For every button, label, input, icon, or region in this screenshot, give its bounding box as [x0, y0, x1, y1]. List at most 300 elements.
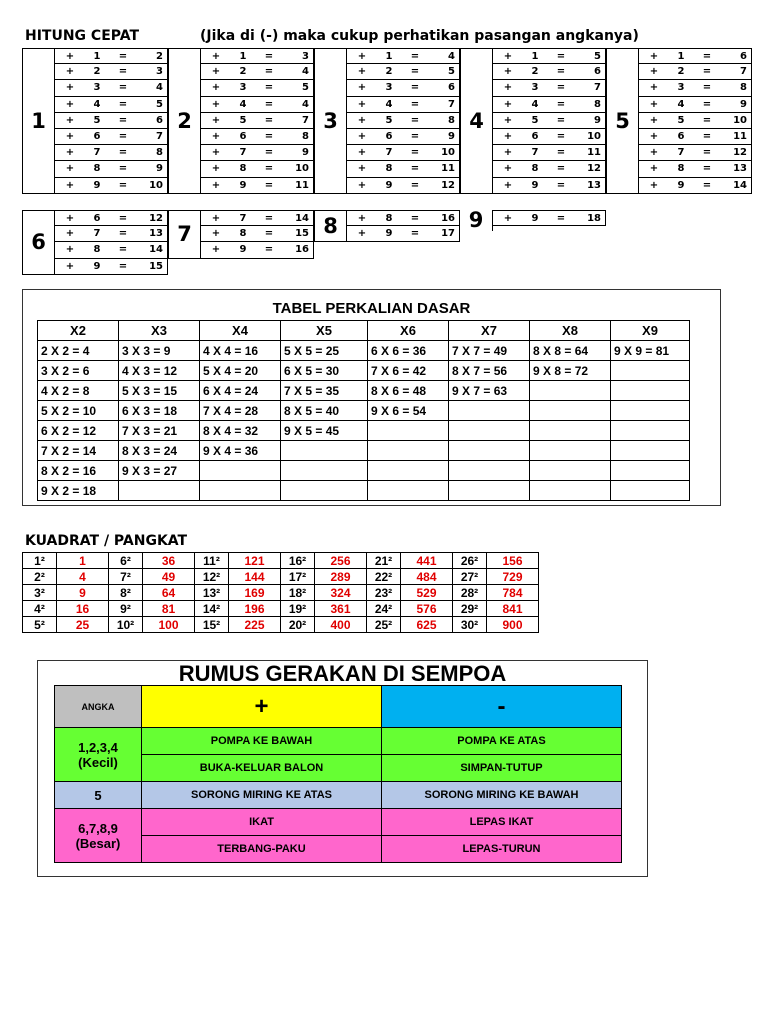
equals-sign: =: [264, 66, 274, 78]
square-value: 25: [57, 617, 109, 633]
equals-sign: =: [410, 114, 420, 126]
abacus-rules-table: [54, 685, 622, 863]
addend: 9: [93, 260, 101, 272]
sum: 8: [594, 98, 601, 110]
plus-sign: +: [649, 50, 659, 62]
addend: 1: [93, 50, 101, 62]
plus-sign: +: [357, 147, 367, 159]
equals-sign: =: [118, 114, 128, 126]
mult-cell: [449, 461, 530, 481]
sum: 14: [295, 212, 309, 224]
square-base: 2²: [23, 569, 57, 585]
table-row: [23, 569, 539, 585]
mult-cell: [368, 441, 449, 461]
addend: 9: [239, 179, 247, 191]
addend: 1: [239, 50, 247, 62]
sum: 7: [302, 114, 309, 126]
sum: 7: [448, 98, 455, 110]
equals-sign: =: [264, 212, 274, 224]
addend: 3: [239, 82, 247, 94]
sum: 5: [594, 50, 601, 62]
hitung-row: [493, 48, 606, 64]
equals-sign: =: [118, 260, 128, 272]
hitung-row: [55, 178, 168, 194]
plus-sign: +: [357, 66, 367, 78]
sum: 13: [733, 163, 747, 175]
hitung-group-6: [22, 210, 168, 275]
plus-sign: +: [503, 131, 513, 143]
equals-sign: =: [118, 131, 128, 143]
mult-cell: 3 X 2 = 6: [38, 361, 119, 381]
equals-sign: =: [702, 98, 712, 110]
mult-cell: 8 X 8 = 64: [530, 341, 611, 361]
hitung-row: [201, 129, 314, 145]
square-base: 29²: [453, 601, 487, 617]
hitung-rows: [492, 48, 606, 194]
plus-sign: +: [65, 82, 75, 94]
sum: 12: [587, 163, 601, 175]
addend: 9: [385, 179, 393, 191]
mult-cell: 9 X 4 = 36: [200, 441, 281, 461]
plus-sign: +: [211, 147, 221, 159]
mult-header-x3: X3: [119, 321, 200, 341]
hitung-cepat-subtitle: (Jika di (-) maka cukup perhatikan pasangan angkanya): [200, 28, 639, 44]
plus-sign: +: [211, 179, 221, 191]
equals-sign: =: [556, 66, 566, 78]
square-base: 9²: [109, 601, 143, 617]
square-base: 3²: [23, 585, 57, 601]
mult-header-x7: X7: [449, 321, 530, 341]
mult-cell: 6 X 6 = 36: [368, 341, 449, 361]
hitung-row: [493, 210, 606, 226]
addend: 3: [677, 82, 685, 94]
table-row: [38, 361, 690, 381]
hitung-row: [347, 129, 460, 145]
square-value: 784: [487, 585, 539, 601]
abacus-rules-title: RUMUS GERAKAN DI SEMPOA: [178, 661, 507, 686]
mult-cell: 7 X 3 = 21: [119, 421, 200, 441]
mult-cell: [119, 481, 200, 501]
mult-cell: [368, 421, 449, 441]
sum: 5: [448, 66, 455, 78]
square-base: 27²: [453, 569, 487, 585]
addend: 8: [239, 163, 247, 175]
addend: 1: [385, 50, 393, 62]
addend: 8: [93, 163, 101, 175]
plus-sign: +: [65, 163, 75, 175]
sum: 11: [587, 147, 601, 159]
sum: 12: [149, 212, 163, 224]
square-base: 1²: [23, 553, 57, 569]
mult-header-x8: X8: [530, 321, 611, 341]
hitung-row: [55, 80, 168, 96]
plus-sign: +: [65, 50, 75, 62]
hitung-group-number: 2: [168, 48, 200, 194]
sum: 8: [156, 147, 163, 159]
mult-cell: [530, 481, 611, 501]
plus-sign: +: [65, 260, 75, 272]
multiplication-table-box: [22, 289, 721, 506]
plus-sign: +: [357, 114, 367, 126]
hitung-row: [201, 64, 314, 80]
square-base: 15²: [195, 617, 229, 633]
mult-cell: 7 X 2 = 14: [38, 441, 119, 461]
addend: 1: [677, 50, 685, 62]
plus-sign: +: [65, 114, 75, 126]
table-row: [23, 553, 539, 569]
addend: 4: [239, 98, 247, 110]
table-row: [23, 617, 539, 633]
square-value: 576: [401, 601, 453, 617]
square-base: 28²: [453, 585, 487, 601]
mult-cell: 3 X 3 = 9: [119, 341, 200, 361]
hitung-rows: [346, 48, 460, 194]
square-value: 36: [143, 553, 195, 569]
sum: 2: [156, 50, 163, 62]
multiplication-table-header: [38, 321, 690, 341]
table-row: [38, 421, 690, 441]
plus-sign: +: [503, 163, 513, 175]
plus-sign: +: [649, 163, 659, 175]
plus-sign: +: [357, 82, 367, 94]
addend: 6: [677, 131, 685, 143]
mult-cell: 5 X 3 = 15: [119, 381, 200, 401]
square-value: 841: [487, 601, 539, 617]
besar-minus-2: LEPAS-TURUN: [382, 836, 622, 863]
sum: 12: [733, 147, 747, 159]
hitung-group-number: 8: [314, 210, 346, 242]
hitung-group-8: [314, 210, 460, 242]
addend: 8: [385, 163, 393, 175]
addend: 6: [239, 131, 247, 143]
addend: 8: [531, 163, 539, 175]
besar-minus-1: LEPAS IKAT: [382, 809, 622, 836]
equals-sign: =: [264, 131, 274, 143]
mult-cell: [200, 481, 281, 501]
hitung-row: [201, 226, 314, 242]
hitung-cepat-title: HITUNG CEPAT: [25, 28, 140, 44]
equals-sign: =: [410, 131, 420, 143]
equals-sign: =: [556, 179, 566, 191]
equals-sign: =: [118, 179, 128, 191]
hitung-row: [639, 48, 752, 64]
table-row: [23, 601, 539, 617]
equals-sign: =: [410, 66, 420, 78]
hitung-row: [347, 48, 460, 64]
hitung-row: [493, 145, 606, 161]
plus-sign: +: [503, 82, 513, 94]
equals-sign: =: [410, 212, 420, 224]
addend: 4: [93, 98, 101, 110]
addend: 8: [239, 228, 247, 240]
table-row: [38, 481, 690, 501]
kecil-plus-2: BUKA-KELUAR BALON: [142, 755, 382, 782]
mult-header-x9: X9: [611, 321, 690, 341]
square-base: 26²: [453, 553, 487, 569]
equals-sign: =: [264, 163, 274, 175]
mult-cell: [611, 481, 690, 501]
addend: 8: [385, 212, 393, 224]
mult-cell: [611, 441, 690, 461]
plus-sign: +: [649, 82, 659, 94]
addend: 7: [385, 147, 393, 159]
squares-title: KUADRAT / PANGKAT: [25, 533, 188, 549]
plus-sign: +: [65, 179, 75, 191]
sum: 9: [594, 114, 601, 126]
square-value: 324: [315, 585, 367, 601]
mult-cell: 6 X 4 = 24: [200, 381, 281, 401]
sum: 10: [149, 179, 163, 191]
mult-cell: 5 X 5 = 25: [281, 341, 368, 361]
besar-plus-1: IKAT: [142, 809, 382, 836]
equals-sign: =: [118, 98, 128, 110]
mult-header-x4: X4: [200, 321, 281, 341]
hitung-rows: [200, 210, 314, 259]
sum: 17: [441, 228, 455, 240]
square-value: 169: [229, 585, 281, 601]
equals-sign: =: [410, 147, 420, 159]
equals-sign: =: [264, 244, 274, 256]
square-base: 12²: [195, 569, 229, 585]
sum: 6: [448, 82, 455, 94]
square-value: 81: [143, 601, 195, 617]
kecil-plus-1: POMPA KE BAWAH: [142, 728, 382, 755]
mult-cell: 7 X 6 = 42: [368, 361, 449, 381]
hitung-row: [201, 80, 314, 96]
square-base: 13²: [195, 585, 229, 601]
square-base: 30²: [453, 617, 487, 633]
square-value: 361: [315, 601, 367, 617]
sum: 11: [733, 131, 747, 143]
addend: 2: [677, 66, 685, 78]
hitung-rows: [346, 210, 460, 242]
equals-sign: =: [702, 179, 712, 191]
hitung-row: [347, 113, 460, 129]
square-base: 18²: [281, 585, 315, 601]
addend: 7: [239, 147, 247, 159]
equals-sign: =: [264, 114, 274, 126]
addend: 9: [531, 179, 539, 191]
mult-cell: 9 X 5 = 45: [281, 421, 368, 441]
equals-sign: =: [264, 228, 274, 240]
plus-sign: +: [503, 50, 513, 62]
sum: 9: [740, 98, 747, 110]
equals-sign: =: [118, 212, 128, 224]
addend: 6: [93, 212, 101, 224]
mult-header-x5: X5: [281, 321, 368, 341]
square-value: 64: [143, 585, 195, 601]
table-row: [38, 441, 690, 461]
plus-sign: +: [211, 212, 221, 224]
plus-sign: +: [211, 228, 221, 240]
square-value: 144: [229, 569, 281, 585]
mult-cell: 6 X 2 = 12: [38, 421, 119, 441]
kecil-minus-2: SIMPAN-TUTUP: [382, 755, 622, 782]
table-row: [38, 341, 690, 361]
addend: 1: [531, 50, 539, 62]
sum: 8: [740, 82, 747, 94]
addend: 2: [531, 66, 539, 78]
addend: 7: [93, 228, 101, 240]
hitung-group-7: [168, 210, 314, 259]
sum: 4: [302, 98, 309, 110]
hitung-row: [639, 97, 752, 113]
plus-sign: +: [65, 66, 75, 78]
addend: 9: [677, 179, 685, 191]
sum: 4: [302, 66, 309, 78]
equals-sign: =: [702, 82, 712, 94]
plus-sign: +: [503, 212, 513, 224]
square-value: 1: [57, 553, 109, 569]
square-value: 196: [229, 601, 281, 617]
addend: 9: [385, 228, 393, 240]
sum: 10: [295, 163, 309, 175]
mult-cell: [611, 461, 690, 481]
mult-cell: 8 X 3 = 24: [119, 441, 200, 461]
square-value: 289: [315, 569, 367, 585]
square-value: 156: [487, 553, 539, 569]
hitung-row: [201, 113, 314, 129]
addend: 7: [93, 147, 101, 159]
addend: 4: [531, 98, 539, 110]
mult-cell: [611, 401, 690, 421]
square-base: 20²: [281, 617, 315, 633]
sum: 16: [295, 244, 309, 256]
square-value: 121: [229, 553, 281, 569]
plus-sign: +: [357, 98, 367, 110]
mult-cell: 9 X 3 = 27: [119, 461, 200, 481]
sum: 12: [441, 179, 455, 191]
sum: 11: [441, 163, 455, 175]
square-value: 441: [401, 553, 453, 569]
hitung-row: [201, 161, 314, 177]
hitung-row: [201, 210, 314, 226]
sum: 15: [295, 228, 309, 240]
mult-cell: [611, 381, 690, 401]
hitung-row: [55, 129, 168, 145]
sum: 5: [302, 82, 309, 94]
hitung-group-number: 7: [168, 210, 200, 259]
table-row: [38, 381, 690, 401]
addend: 9: [93, 179, 101, 191]
hitung-row: [639, 129, 752, 145]
mult-cell: 7 X 5 = 35: [281, 381, 368, 401]
equals-sign: =: [118, 228, 128, 240]
square-value: 484: [401, 569, 453, 585]
plus-sign: +: [357, 212, 367, 224]
equals-sign: =: [264, 50, 274, 62]
addend: 8: [93, 244, 101, 256]
equals-sign: =: [410, 98, 420, 110]
hitung-rows: [200, 48, 314, 194]
equals-sign: =: [702, 131, 712, 143]
equals-sign: =: [410, 82, 420, 94]
plus-sign: +: [649, 179, 659, 191]
square-base: 24²: [367, 601, 401, 617]
square-base: 19²: [281, 601, 315, 617]
mult-cell: 5 X 4 = 20: [200, 361, 281, 381]
hitung-group-number: 1: [22, 48, 54, 194]
lima-minus: SORONG MIRING KE BAWAH: [382, 782, 622, 809]
besar-word: (Besar): [75, 835, 121, 851]
plus-header: +: [142, 686, 382, 728]
lima-label: 5: [55, 782, 142, 809]
equals-sign: =: [556, 98, 566, 110]
square-value: 4: [57, 569, 109, 585]
addend: 3: [93, 82, 101, 94]
plus-sign: +: [211, 244, 221, 256]
plus-sign: +: [503, 147, 513, 159]
mult-cell: 9 X 7 = 63: [449, 381, 530, 401]
mult-cell: 8 X 4 = 32: [200, 421, 281, 441]
sum: 3: [156, 66, 163, 78]
sum: 4: [448, 50, 455, 62]
addend: 5: [531, 114, 539, 126]
hitung-row: [639, 80, 752, 96]
hitung-row: [347, 178, 460, 194]
square-value: 529: [401, 585, 453, 601]
equals-sign: =: [556, 131, 566, 143]
besar-label: [55, 809, 142, 863]
kecil-digits: 1,2,3,4: [78, 739, 118, 755]
table-row: [38, 461, 690, 481]
mult-cell: [281, 441, 368, 461]
hitung-row: [55, 161, 168, 177]
square-base: 22²: [367, 569, 401, 585]
plus-sign: +: [357, 228, 367, 240]
hitung-row: [55, 64, 168, 80]
plus-sign: +: [649, 66, 659, 78]
sum: 8: [302, 131, 309, 143]
equals-sign: =: [118, 50, 128, 62]
equals-sign: =: [118, 66, 128, 78]
plus-sign: +: [211, 114, 221, 126]
square-value: 729: [487, 569, 539, 585]
table-row: [38, 401, 690, 421]
square-base: 7²: [109, 569, 143, 585]
hitung-row: [639, 113, 752, 129]
hitung-rows: [54, 48, 168, 194]
hitung-row: [493, 113, 606, 129]
sum: 6: [740, 50, 747, 62]
equals-sign: =: [556, 114, 566, 126]
hitung-row: [493, 97, 606, 113]
equals-sign: =: [702, 114, 712, 126]
hitung-row: [201, 242, 314, 258]
sum: 10: [733, 114, 747, 126]
mult-header-x6: X6: [368, 321, 449, 341]
mult-cell: 8 X 5 = 40: [281, 401, 368, 421]
hitung-rows: [638, 48, 752, 194]
equals-sign: =: [410, 179, 420, 191]
equals-sign: =: [556, 50, 566, 62]
hitung-row: [347, 145, 460, 161]
addend: 5: [385, 114, 393, 126]
abacus-rules-box: [37, 660, 648, 877]
equals-sign: =: [410, 163, 420, 175]
plus-sign: +: [357, 131, 367, 143]
kecil-label: [55, 728, 142, 782]
plus-sign: +: [65, 228, 75, 240]
mult-cell: 9 X 8 = 72: [530, 361, 611, 381]
sum: 11: [295, 179, 309, 191]
sum: 10: [441, 147, 455, 159]
square-base: 25²: [367, 617, 401, 633]
hitung-group-number: 6: [22, 210, 54, 275]
mult-cell: [449, 481, 530, 501]
sum: 9: [302, 147, 309, 159]
mult-cell: 9 X 6 = 54: [368, 401, 449, 421]
